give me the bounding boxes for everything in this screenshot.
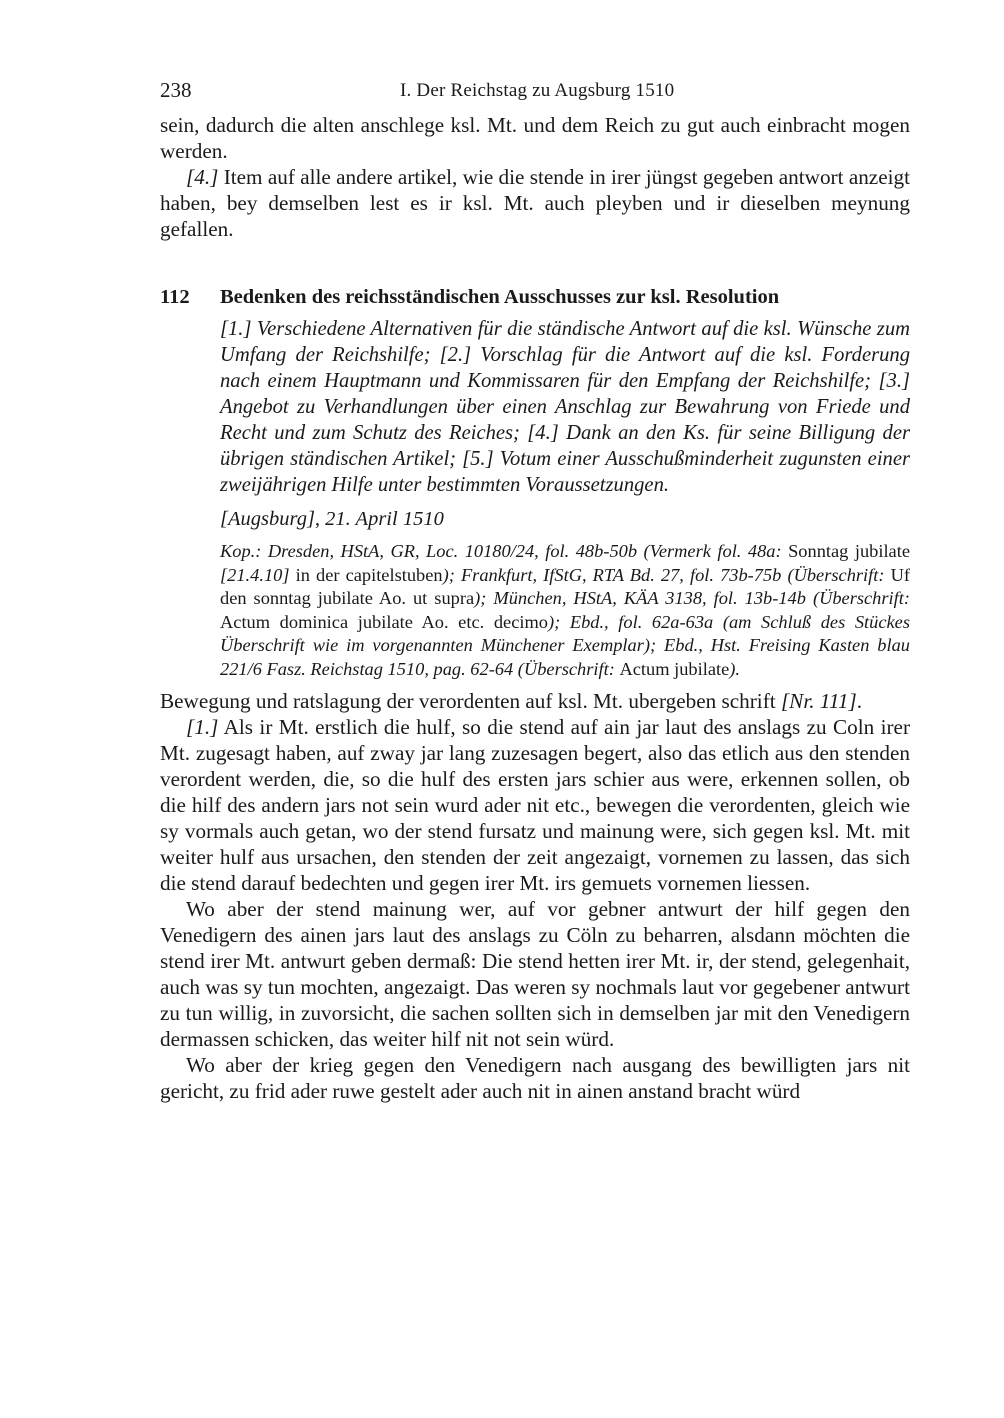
source-text: ); Ebd., fol. 62a-63a (am Schluß des Stückes Überschrift wie im vorgenannten Münchener Exemplar); Ebd., Hst. Freising Kasten blau 221/6 Fasz. Reichstag 1510, pag. 62-64 (Überschrift: <box>220 611 910 679</box>
source-quote: Actum dominica jubilate Ao. etc. decimo <box>220 611 548 632</box>
cross-reference: [Nr. 111] <box>780 688 857 713</box>
article-marker: [1.] <box>186 714 219 739</box>
source-quote: Uf den sonntag jubilate Ao. ut supra <box>220 564 911 609</box>
article-marker: [4.] <box>186 165 219 189</box>
section-number: 112 <box>160 286 190 308</box>
body-paragraph: Wo aber der stend mainung wer, auf vor gebner antwurt der hilf gegen den Venedigern des ainen jars laut des anslags zu Cöln zu beharren, alsdann möchten die stend irer Mt. antwurt geben dermaß: Die stend hetten irer Mt. ir, der stend, gelegenhait, auch was sy tun mochten, angezaigt. Das weren sy nochmals laut vor gegebener antwurt zu tun willig, in zuvorsicht, die sachen sollten sich in demselben jar mit den Venedigern dermassen schicken, das weiter hilf nit not sein würd. <box>160 896 910 1051</box>
source-text: [21.4.10] <box>220 564 290 585</box>
page-number: 238 <box>160 78 192 102</box>
article-1-paragraph <box>160 714 910 896</box>
paragraph-text: . <box>856 688 862 713</box>
article-4-paragraph <box>160 164 910 242</box>
source-text: ); München, HStA, KÄA 3138, fol. 13b-14b (Überschrift: <box>474 588 910 609</box>
running-title: I. Der Reichstag zu Augsburg 1510 <box>400 80 675 101</box>
body-paragraph: Wo aber der krieg gegen den Venedigern nach ausgang des bewilligten jars nit gericht, zu frid ader ruwe gestelt ader auch nit in ainen anstand bracht würd <box>160 1052 910 1103</box>
page-header <box>160 78 910 112</box>
document-date: [Augsburg], 21. April 1510 <box>220 508 444 530</box>
source-quote: Actum jubilate <box>619 658 730 679</box>
source-quote: in der capitelstuben <box>289 564 443 585</box>
continued-paragraph <box>160 112 910 164</box>
paragraph-text: Bewegung und ratslagung der verordenten auf ksl. Mt. ubergeben schrift <box>160 688 781 713</box>
source-text: ); Frankfurt, IfStG, RTA Bd. 27, fol. 73b-75b (Überschrift: <box>442 564 891 585</box>
source-quote: Sonntag jubilate <box>788 541 910 561</box>
paragraph-text: Item auf alle andere artikel, wie die stende in irer jüngst gegeben antwort anzeigt haben, bey demselben lest es ir ksl. Mt. auch pleyben und ir dieselben meynung gefallen. <box>160 165 910 241</box>
source-text: Kop.: Dresden, HStA, GR, Loc. 10180/24, fol. 48b-50b (Vermerk fol. 48a: <box>220 541 789 561</box>
paragraph-text: Als ir Mt. erstlich die hulf, so die stend auf ain jar laut des anslags zu Coln irer Mt. zugesagt haben, auf zway jar lang zuzesagen begert, also das etlich aus den stenden verordent werden, die, so die hulf des ersten jars schier aus were, erkennen sollen, ob die hilf des andern jars not sein wurd ader nit etc., bewegen die verordenten, gleich wie sy vormals auch getan, wo der stend fursatz und mainung were, sich gegen ksl. Mt. mit weiter hulf aus ursachen, den stenden der zeit angezaigt, vornemen zu lassen, das sich die stend darauf bedechten und gegen irer Mt. irs gemuets vornemen liessen. <box>160 714 910 895</box>
section-heading <box>160 286 910 316</box>
document-page <box>160 78 910 1104</box>
source-note <box>220 540 910 682</box>
section-title: Bedenken des reichsständischen Ausschusses zur ksl. Resolution <box>220 286 780 308</box>
intro-paragraph <box>160 688 910 714</box>
paragraph-text: sein, dadurch die alten anschlege ksl. Mt. und dem Reich zu gut auch einbracht mogen werden. <box>160 113 910 163</box>
regest-summary: [1.] Verschiedene Alternativen für die ständische Antwort auf die ksl. Wünsche zum Umfang der Reichshilfe; [2.] Vorschlag für die Antwort auf die ksl. Forderung nach einem Hauptmann und Kommissaren für den Empfang der Reichshilfe; [3.] Angebot zu Verhandlungen über einen Anschlag zur Bewahrung von Friede und Recht und zum Schutz des Reiches; [4.] Dank an den Ks. für seine Billigung der übrigen ständischen Artikel; [5.] Votum einer Ausschußminderheit zugunsten einer zweijährigen Hilfe unter bestimmten Voraussetzungen. <box>220 318 910 496</box>
source-text: ). <box>729 658 740 679</box>
